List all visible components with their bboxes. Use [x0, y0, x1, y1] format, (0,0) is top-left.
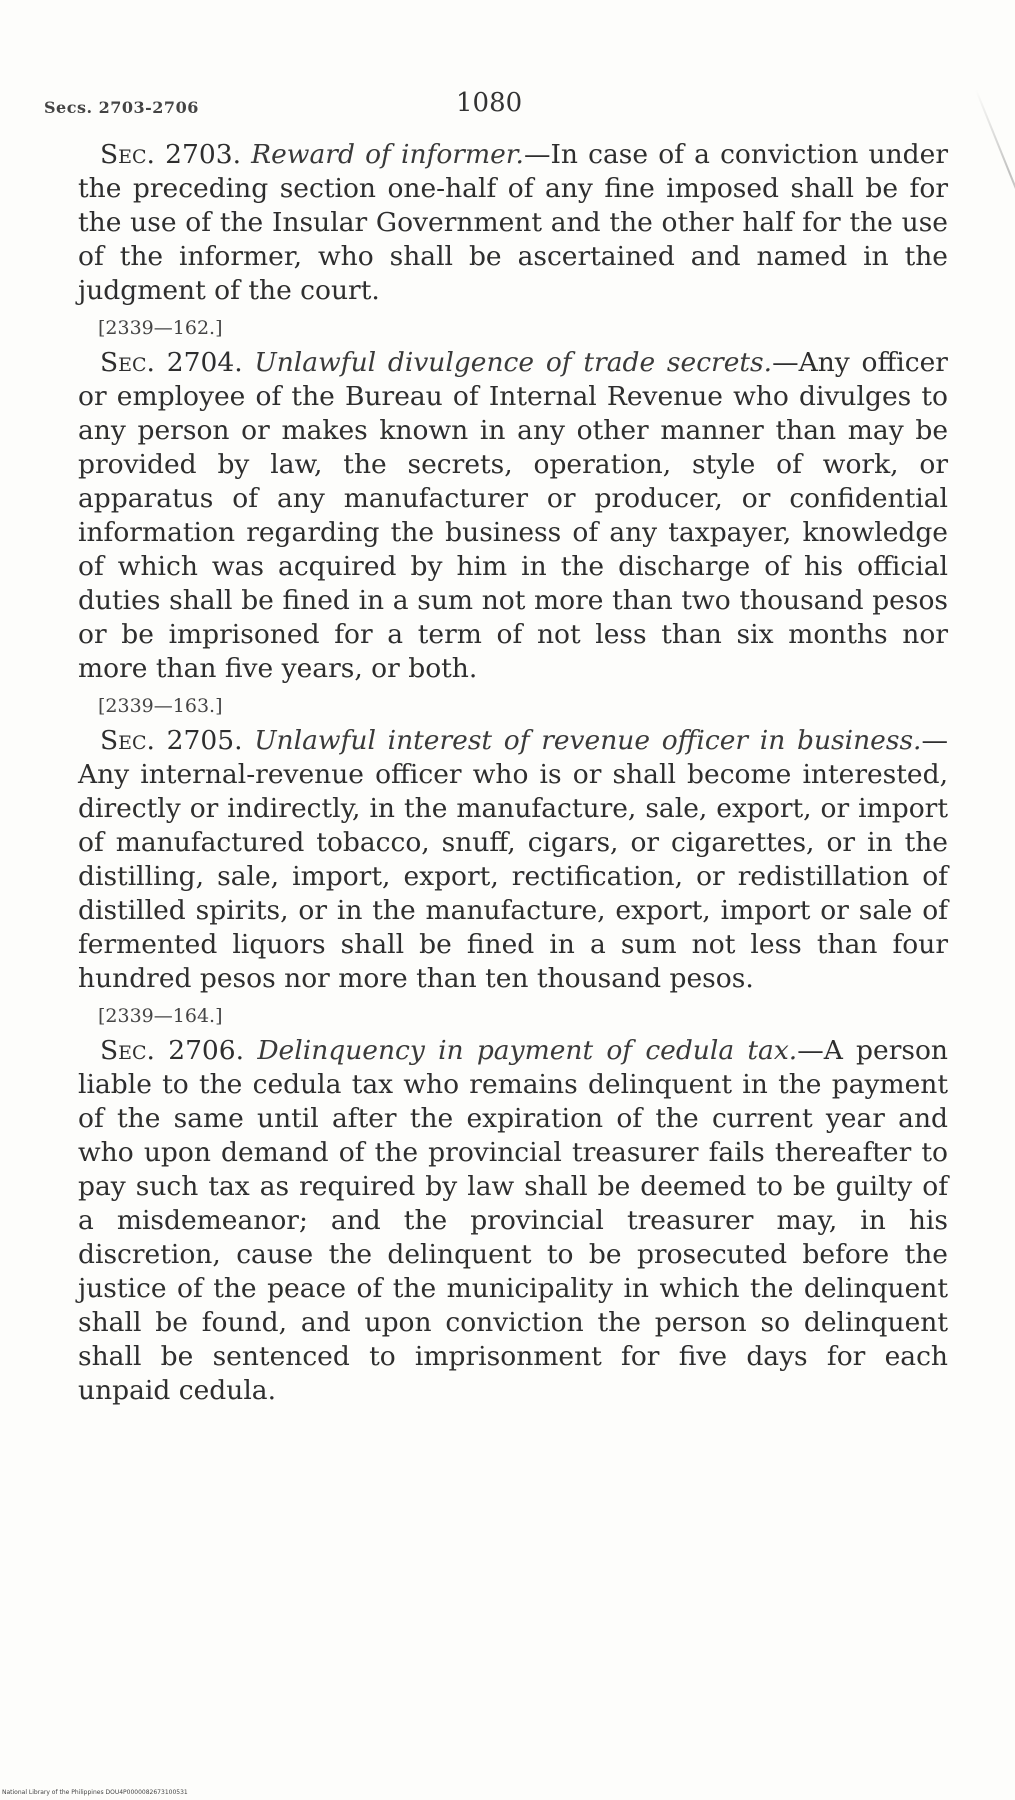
section-body: —A person liable to the cedula tax who remains delinquent in the payment of the same until after the expiration of the current year and who upon demand of the provincial treasurer fails thereafter to pay such tax as required by law shall be deemed to be guilty of a misdemeanor; and the provincial treasurer may, in his discretion, cause the delinquent to be prosecuted before the justice of the peace of the municipality in which the delinquent shall be found, and upon conviction the person so delinquent shall be sentenced to imprisonment for five days for each unpaid cedula.: [78, 1035, 948, 1406]
section-title: Reward of informer.: [251, 139, 524, 170]
section-reference: [2339—162.]: [98, 317, 223, 339]
section-body: —Any internal-revenue officer who is or shall become interested, directly or indirectly, in the manufacture, sale, export, or import of manufactured tobacco, snuff, cigars, or cigarettes, or in the distilling, sale, import, export, rectification, or redistillation of distilled spirits, or in the manufacture, export, import or sale of fermented liquors shall be fined in a sum not less than four hundred pesos nor more than ten thousand pesos.: [78, 725, 948, 994]
page-edge-shadow: [975, 89, 1015, 257]
section-2705: [78, 724, 948, 996]
section-body: —In case of a conviction under the preceding section one-half of any fine imposed shall be for the use of the Insular Government and the other half for the use of the informer, who shall be ascertained and named in the judgment of the court.: [78, 139, 948, 306]
section-label: Sec. 2705.: [100, 725, 243, 756]
running-head: [44, 88, 944, 128]
body-text: [78, 138, 948, 1408]
section-title: Unlawful interest of revenue officer in business.: [254, 725, 922, 756]
section-reference: [2339—163.]: [98, 695, 223, 717]
section-reference: [2339—164.]: [98, 1005, 223, 1027]
section-2706: [78, 1034, 948, 1408]
section-label: Sec. 2703.: [100, 139, 242, 170]
section-body: —Any officer or employee of the Bureau of Internal Revenue who divulges to any person or makes known in any other manner than may be provided by law, the secrets, operation, style of work, or apparatus of any manufacturer or producer, or confidential information regarding the business of any taxpayer, knowledge of which was acquired by him in the discharge of his official duties shall be fined in a sum not more than two thousand pesos or be imprisoned for a term of not less than six months nor more than five years, or both.: [78, 347, 948, 684]
section-2704: [78, 346, 948, 686]
section-label: Sec. 2704.: [100, 347, 243, 378]
section-title: Unlawful divulgence of trade secrets.: [254, 347, 773, 378]
section-title: Delinquency in payment of cedula tax.: [257, 1035, 798, 1066]
scan-footer: National Library of the Philippines DOU4P0000082673100531: [2, 1789, 188, 1796]
page-number: 1080: [456, 88, 523, 118]
section-range: Secs. 2703-2706: [44, 98, 199, 117]
section-label: Sec. 2706.: [100, 1035, 245, 1066]
section-2703: [78, 138, 948, 308]
